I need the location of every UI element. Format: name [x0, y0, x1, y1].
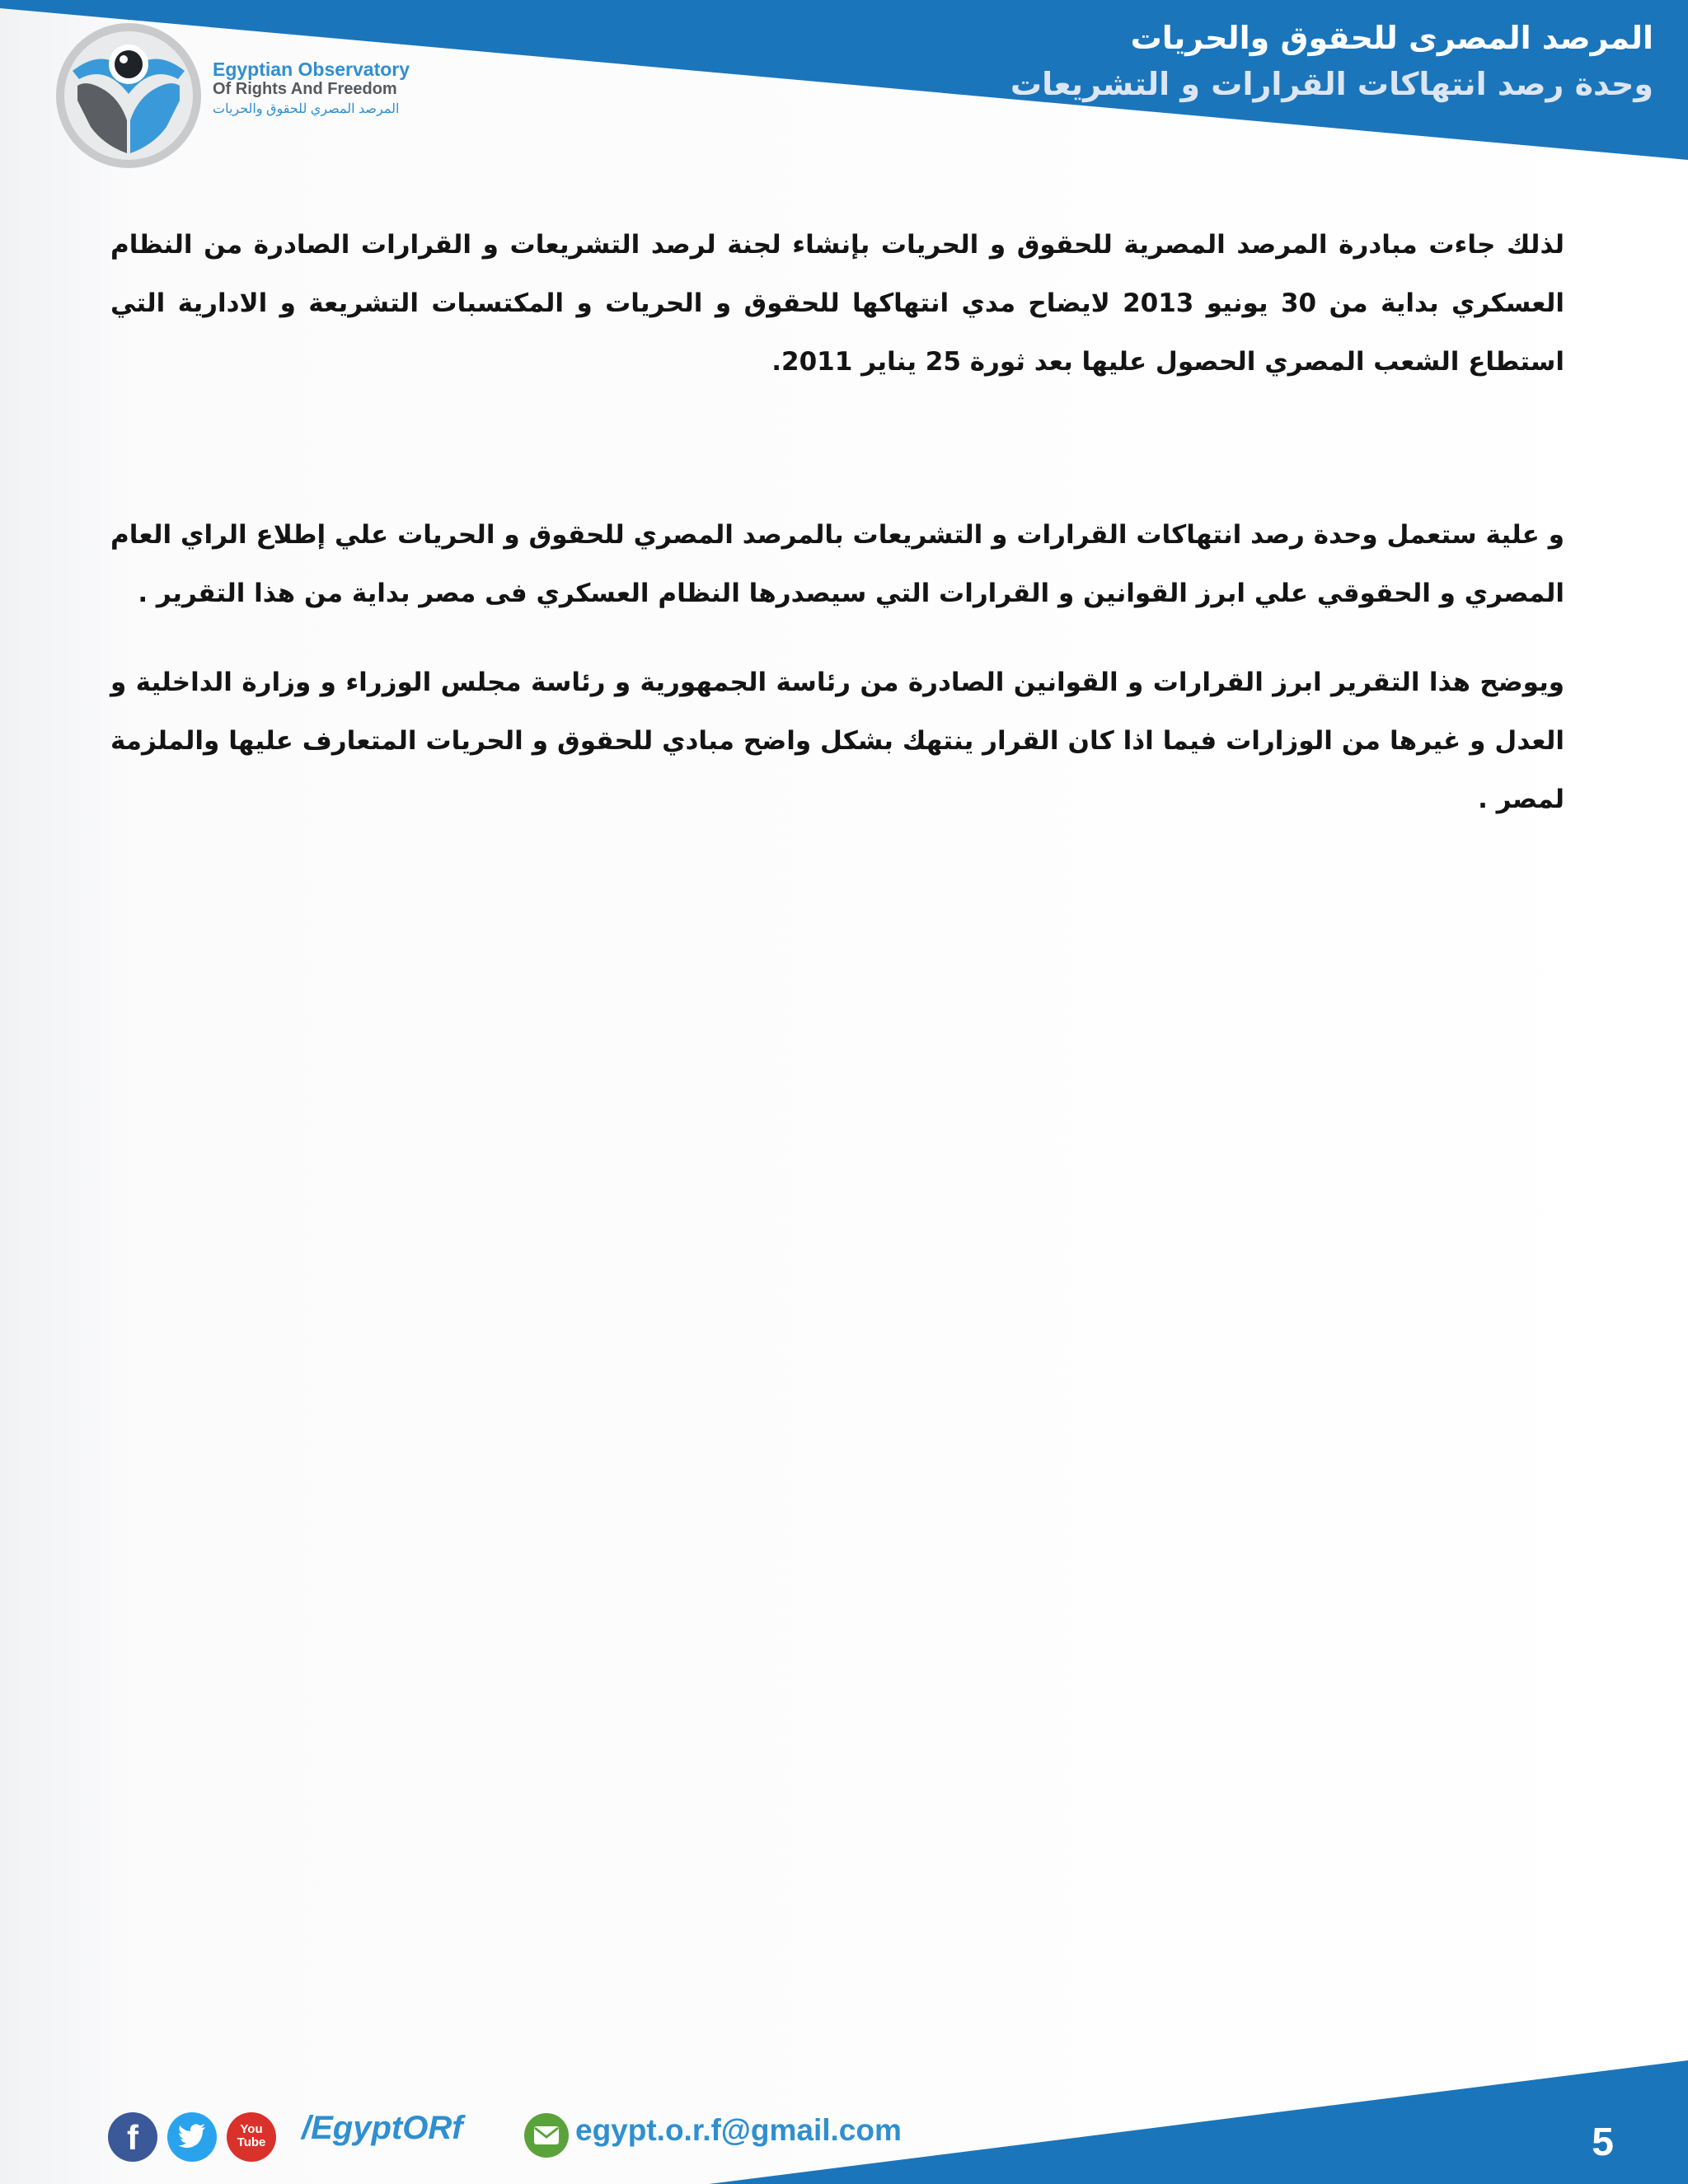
social-handle[interactable]: /EgyptORf [302, 2110, 463, 2146]
paragraph-initiative [110, 216, 1564, 391]
mail-icon [524, 2113, 569, 2158]
youtube-icon[interactable] [227, 2112, 276, 2162]
page-number: 5 [1592, 2121, 1614, 2164]
logo-text [213, 59, 427, 117]
facebook-icon[interactable] [108, 2112, 157, 2162]
paragraph-report-scope [110, 654, 1564, 829]
logo-name-en-line2: Of Rights And Freedom [213, 80, 397, 99]
youtube-glyph-bottom: Tube [237, 2135, 266, 2149]
facebook-glyph: f [127, 2118, 138, 2157]
header-subtitle: وحدة رصد انتهاكات القرارات و التشريعات [1010, 66, 1653, 102]
logo-name-ar: المرصد المصري للحقوق والحريات [213, 102, 400, 117]
paragraph-text: ويوضح هذا التقرير ابرز القرارات و القوانين الصادرة من رئاسة الجمهورية و رئاسة مجلس الوزراء و وزارة الداخلية و العدل و غيرها من الوزارات فيما اذا كان القرار ينتهك بشكل واضح مبادي للحقوق و الحريات المتعارف عليها والملزمة لمصر . [110, 668, 1564, 814]
paragraph-text: و علية ستعمل وحدة رصد انتهاكات القرارات و التشريعات بالمرصد المصري للحقوق و الحريات علي إطلاع الراي العام المصري و الحقوقي علي ابرز القوانين و القرارات التي سيصدرها النظام العسكري فى مصر بداية من هذا التقرير . [110, 520, 1564, 608]
paragraph-unit-mission [110, 506, 1564, 623]
header-title: المرصد المصرى للحقوق والحريات [1130, 20, 1653, 56]
observatory-logo [54, 21, 203, 170]
logo-name-en-line1: Egyptian Observatory [213, 59, 410, 80]
paragraph-text: لذلك جاءت مبادرة المرصد المصرية للحقوق و الحريات بإنشاء لجنة لرصد التشريعات و القرارات الصادرة من النظام العسكري بداية من 30 يونيو 2013 لايضاح مدي انتهاكها للحقوق و الحريات و المكتسبات التشريعة و الادارية التي استطاع الشعب المصري الحصول عليها بعد ثورة 25 يناير 2011. [110, 230, 1565, 377]
twitter-icon[interactable] [167, 2112, 217, 2162]
email-link[interactable]: egypt.o.r.f@gmail.com [575, 2113, 902, 2147]
youtube-glyph-top: You [240, 2122, 263, 2136]
